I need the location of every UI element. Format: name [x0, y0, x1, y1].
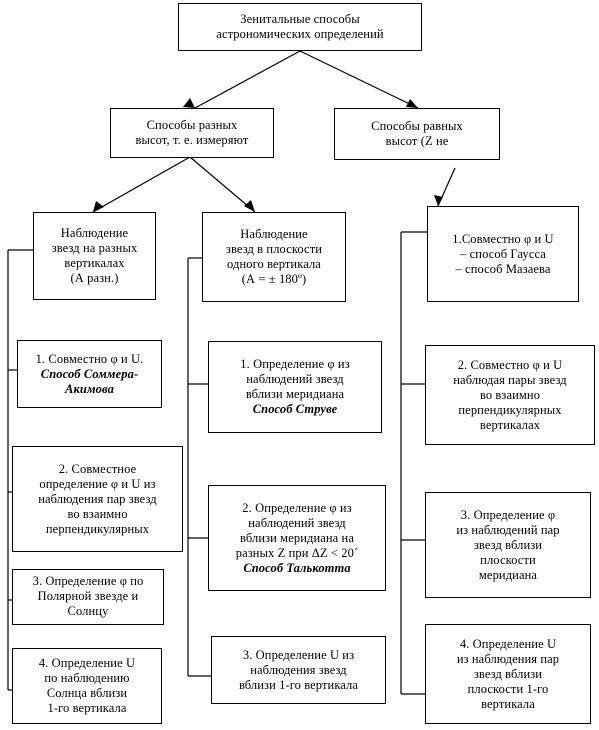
box-line: перпендикулярных [45, 521, 150, 536]
box-line: вблизи меридиана на [240, 530, 354, 545]
box-line: наблюдения звезд [250, 662, 347, 677]
box-line: звезд в плоскости [225, 242, 323, 256]
box-line: во взаимно [479, 387, 541, 402]
root-line: астрономических определений [216, 27, 384, 41]
box-line: – способ Мазаева [455, 261, 551, 276]
box-line: Акимова [65, 381, 114, 396]
box-line: Солнцу [67, 604, 109, 618]
box-line: 3. Определение φ [460, 507, 556, 522]
box-line: звезд на разных [51, 241, 138, 255]
box-line: (А = ± 180º) [241, 272, 307, 286]
box-line: 2. Совместно φ и U [457, 357, 563, 372]
col1-item-2 [12, 446, 183, 552]
col3-item-1 [425, 345, 595, 445]
col2-item-3 [211, 636, 386, 704]
box-line: звезд вблизи [473, 537, 543, 552]
box-line: наблюдений звезд [248, 515, 346, 530]
col2-item-1 [208, 341, 382, 433]
box-line: вертикалах [64, 256, 125, 270]
root-box [178, 3, 422, 51]
col3-head-box [427, 206, 579, 302]
box-line: Способ Соммера- [40, 366, 139, 381]
col1-head-box [33, 212, 156, 300]
box-line: по наблюдению [44, 671, 130, 685]
different-heights-box [110, 108, 274, 158]
box-line: 4. Определение U [459, 636, 557, 651]
box-line: – способ Гаусса [460, 246, 546, 261]
equal-heights-box [334, 108, 500, 160]
box-line: плоскости 1-го [467, 681, 549, 696]
box-line: 1. Определение φ из [240, 357, 350, 371]
col1-item-4 [12, 648, 162, 724]
box-line: плоскости [480, 552, 536, 567]
box-line: из наблюдений пар [456, 522, 560, 537]
box-line: 1-го вертикала [47, 701, 127, 715]
box-line: 1.Совместно φ и U [452, 231, 554, 246]
box-line: вблизи 1-го вертикала [238, 677, 359, 692]
box-line: перпендикулярных [458, 402, 562, 417]
col2-item-2 [208, 485, 386, 591]
box-line: (А разн.) [70, 271, 119, 285]
box-line: Солнца вблизи [46, 686, 128, 700]
box-line: 3. Определение φ по [32, 574, 144, 588]
box-line: 1. Совместно φ и U. [35, 351, 144, 366]
box-line: меридиана [478, 567, 538, 582]
box-line: высот, т. е. измеряют [135, 133, 249, 147]
box-line: Способ Струве [252, 402, 338, 416]
box-line: из наблюдения пар [456, 651, 560, 666]
box-line: Наблюдение [60, 226, 129, 240]
box-line: звезд вблизи [473, 666, 543, 681]
root-line: Зенитальные способы [240, 12, 360, 26]
box-line: наблюдая пары звезд [453, 372, 567, 387]
box-line: определение φ и U из [39, 476, 156, 491]
box-line: разных Z при ΔZ < 20´ [235, 545, 359, 560]
box-line: во взаимно [67, 506, 128, 521]
box-line: Способы равных [371, 119, 463, 133]
box-line: вертикалах [479, 417, 541, 432]
col3-item-3 [425, 624, 591, 724]
col1-item-3 [12, 569, 164, 625]
box-line: высот (Z не [385, 134, 449, 148]
col1-item-1 [17, 340, 162, 408]
box-line: Полярной звезде и [37, 589, 139, 603]
box-line: Наблюдение [240, 227, 308, 241]
box-line: Способы разных [146, 118, 238, 132]
box-line: Способ Талькотта [243, 560, 351, 575]
col3-item-2 [425, 492, 591, 598]
box-line: 2. Совместное [58, 461, 137, 476]
box-line: вертикала [481, 696, 535, 711]
box-line: наблюдения пар звезд [38, 491, 157, 506]
box-line: 4. Определение U [38, 656, 136, 670]
col2-head-box [202, 212, 346, 302]
box-line: вблизи меридиана [245, 387, 345, 401]
box-line: 2. Определение φ из [242, 500, 352, 515]
box-line: 3. Определение U из [242, 647, 355, 662]
box-line: наблюдений звезд [246, 372, 344, 386]
box-line: одного вертикала [227, 257, 321, 271]
